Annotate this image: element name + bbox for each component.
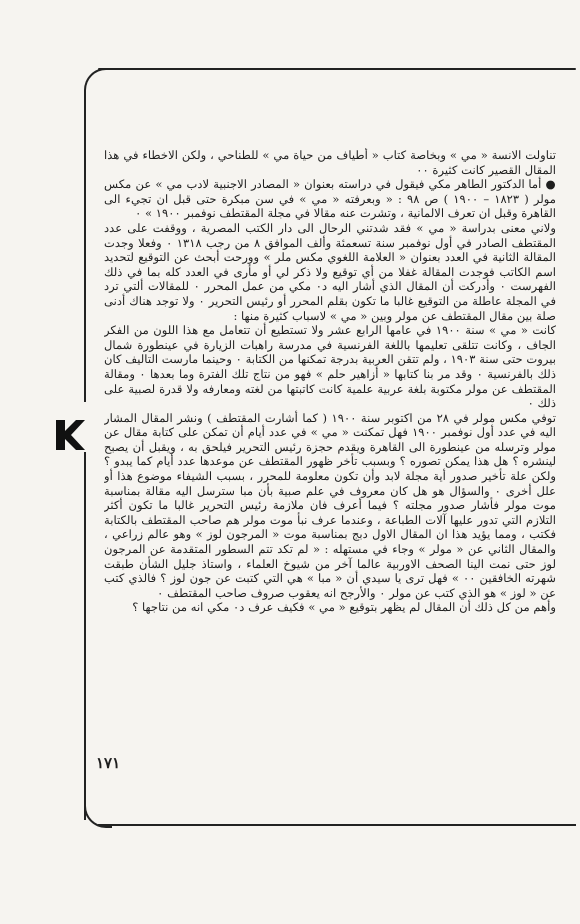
page-frame-bottom-rule xyxy=(98,824,576,826)
bullet-icon: ● xyxy=(545,177,556,192)
paragraph-text: أما الدكتور الطاهر مكي فيقول في دراسته بعنوان « المصادر الاجنبية لادب مي » عن مكس مولر ( ١٨٢٣ – ١٩٠٠ ) ص ٩٨ : « وبعرفته « مي » في سن مبكرة حتى قبل ان تجيء الى القاهرة وقبل ان تعرف الالمانية ، وتشرت عنه مقالا في مجلة المقتطف نوفمبر ١٩٠٠ » ٠ xyxy=(104,177,556,221)
paragraph: كانت « مي » سنة ١٩٠٠ في عامها الرابع عشر ولا تستطيع أن تتعامل مع هذا اللون من الفكر الجاف ، وكانت تتلقى تعليمها باللغة الفرنسية في مدرسة راهبات الزيارة في عينطورة شمال بيروت حتى سنة ١٩٠٣ ، ولم تتقن العربية بدرجة تمكنها من الكتابة ٠ وحينما مارست التاليف كان ذلك بالفرنسية ٠ وقد مر بنا كتابها « أزاهير حلم » فهو من نتاج تلك الفترة وما بعدها ٠ ومقالة المقتطف عن مولر مكتوبة بلغة عربية علمية كانت كاتبتها من لغته ومعارفه ولا قدرة لصبية على ذلك ٠ xyxy=(104,323,556,411)
paragraph: ولاني معنى بدراسة « مي » فقد شدتني الرحال الى دار الكتب المصرية ، ووقفت على عدد المقتطف الصادر في أول نوفمبر سنة تسعمئة وألف الموافق ٨ من رجب ١٣١٨ ٠ وفعلا وجدت المقالة الثانية في العدد بعنوان « العلامة اللغوي مكس ملر » وورحت أبحث عن التوقيع لتحديد اسم الكاتب فوجدت المقالة غفلا من أي توقيع ولا ذكر لي أو مأرى في العدد كله بما في ذلك الفهرست ٠ وأدركت أن المقال الذي أشار اليه د٠ مكي من عمل المحرر ٠ للمقالات ألتي ترد في المجلة عاطلة من التوقيع غالبا ما تكون بقلم المحرر أو رئيس التحرير ٠ ولا توجد هناك أدنى صلة بين مقال المقتطف عن مولر وبين « مي » لاسباب كثيرة منها : xyxy=(104,220,556,323)
page-frame-top-left-corner xyxy=(84,68,112,96)
paragraph: وأهم من كل ذلك أن المقال لم يظهر بتوقيع « مي » فكيف عرف د٠ مكي انه من نتاجها ؟ xyxy=(132,600,556,615)
page-frame-top-rule xyxy=(98,68,576,70)
paragraph: تناولت الانسة « مي » وبخاصة كتاب « أطياف من حياة مي » للطناحي ، ولكن الاخطاء في هذا المقال القصير كانت كثيرة ٠٠ xyxy=(104,148,556,177)
paragraph: توفي مكس مولر في ٢٨ من اكتوبر سنة ١٩٠٠ ( كما أشارت المقتطف ) ونشر المقال المشار اليه في عدد أول نوفمبر ١٩٠٠ فهل تمكنت « مي » في عدد أيام أن تمكن على كتابة مقال عن مولر وترسله من عينطورة الى القاهرة ويقدم حجزة رئيس التحرير فيلحق به ، ويقبل أن يصبح لينشره ؟ هل هذا يمكن تصوره ؟ وبسبب تأخر ظهور المقتطف عن موعدها عدد أيام كما يبدو ؟ ولكن علة تأخير صدور أية مجلة لابد وأن تكون معلومة للمحرر ، بسبب الشيفاء موضوع هذا أو علل أخرى ٠ والسؤال هو هل كان معروف في علم صبية بأن مبا سترسل اليه مقالة بمناسبة موت مولر فأشار صدور مجلته ؟ فيما أعرف فان ملازمة رئيس التحرير غالبا ما تكون أكثر التلازم التي تدور عليها آلات الطباعة ، وعندما عرف نبأ موت مولر هم صاحب المقتطف بالكتابة فكتب ، ومما يؤيد هذا ان المقال الاول دبج بمناسبة موت « المرجون لوز » وهو عالم زراعي ، والمقال الثاني عن « مولر » وجاء في مستهله : « لم تكد تتم السطور المتقدمة عن المرجون لوز حتى نمت الينا الصحف الاوربية عالما آخر من شيوخ العلماء ، واستاذ جليل الشأن طبقت شهرته الخافقين ٠٠ » فهل ترى يا سيدي أن « مبا » هي التي كتبت عن جون لوز ؟ فالذي كتب عن « لوز » هو الذي كتب عن مولر ٠ والأرجح انه يعقوب صروف صاحب المقتطف ٠ xyxy=(104,410,556,600)
page-frame-left-rule-upper xyxy=(84,92,86,402)
thumb-tab-marker-icon xyxy=(52,418,86,452)
page-frame-left-rule-lower xyxy=(84,452,86,820)
body-text xyxy=(104,148,556,708)
paragraph xyxy=(104,177,556,221)
page-number: ١٧١ xyxy=(96,754,121,772)
